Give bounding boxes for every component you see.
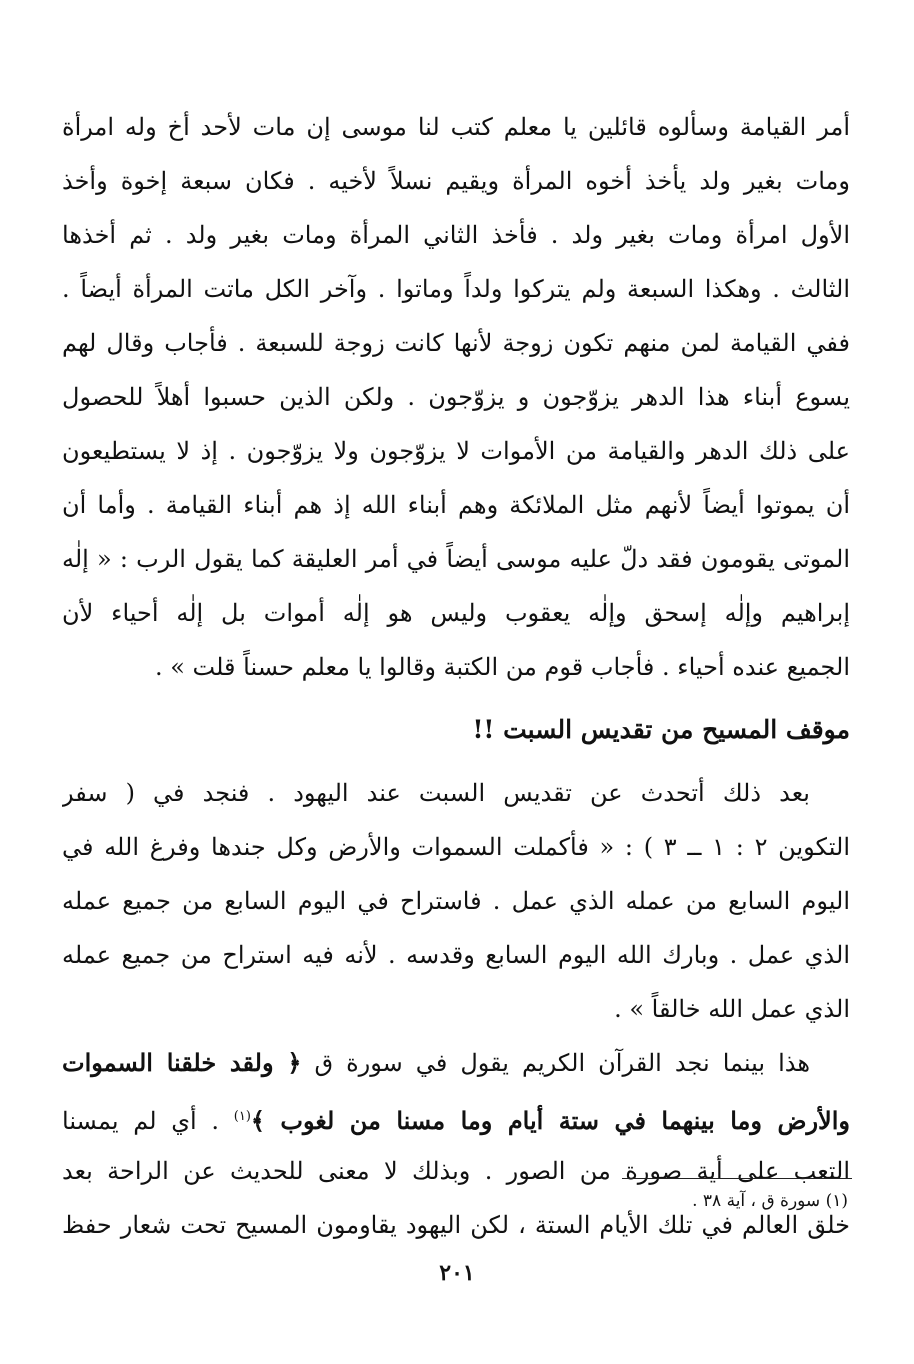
text-line: أمر القيامة وسألوه قائلين يا معلم كتب لنا موسى إن مات لأحد أخ وله امرأة — [62, 113, 850, 141]
text-line: ومات بغير ولد يأخذ أخوه المرأة ويقيم نسلاً لأخيه . فكان سبعة إخوة وأخذ — [62, 167, 850, 195]
quran-verse-text: والأرض وما بينهما في ستة أيام وما مسنا من لغوب ﴾ — [250, 1106, 850, 1135]
text-line: التعب على أية صورة من الصور . وبذلك لا معنى للحديث عن الراحة بعد — [62, 1157, 850, 1185]
quran-verse-text: ﴿ ولقد خلقنا السموات — [62, 1048, 302, 1077]
text-line: الأول امرأة ومات بغير ولد . فأخذ الثاني المرأة ومات بغير ولد . ثم أخذها — [62, 221, 850, 249]
page-body — [62, 100, 850, 1252]
commentary-text: . أي لم يمسنا — [62, 1107, 234, 1135]
text-line: الموتى يقومون فقد دلّ عليه موسى أيضاً في أمر العليقة كما يقول الرب : « إلٰه — [62, 545, 850, 573]
text-line: التكوين ٢ : ١ ــ ٣ ) : « فأكملت السموات والأرض وكل جندها وفرغ الله في — [62, 833, 850, 861]
text-line: بعد ذلك أتحدث عن تقديس السبت عند اليهود . فنجد في ( سفر — [62, 779, 810, 807]
text-line: اليوم السابع من عمله الذي عمل . فاستراح في اليوم السابع من جميع عمله — [62, 887, 850, 915]
text-line: الذي عمل الله خالقاً » . — [614, 995, 850, 1023]
text-line: الثالث . وهكذا السبعة ولم يتركوا ولداً وماتوا . وآخر الكل ماتت المرأة أيضاً . — [62, 275, 850, 303]
page-number: ٢٠١ — [439, 1260, 475, 1286]
text-line: الذي عمل . وبارك الله اليوم السابع وقدسه . لأنه فيه استراح من جميع عمله — [62, 941, 850, 969]
text-line: يسوع أبناء هذا الدهر يزوّجون و يزوّجون . ولكن الذين حسبوا أهلاً للحصول — [62, 383, 850, 411]
footnote: (١) سورة ق ، آية ٣٨ . — [692, 1191, 848, 1211]
text-line: الجميع عنده أحياء . فأجاب قوم من الكتبة وقالوا يا معلم حسناً قلت » . — [154, 653, 850, 681]
footnote-divider — [622, 1178, 852, 1179]
text-line: أن يموتوا أيضاً لأنهم مثل الملائكة وهم أبناء الله إذ هم أبناء القيامة . وأما أن — [62, 491, 850, 519]
paragraph-1 — [62, 100, 850, 694]
text-line: إبراهيم وإلٰه إسحق وإلٰه يعقوب وليس هو إلٰه أموات بل إلٰه أحياء لأن — [62, 599, 850, 627]
text-line: ففي القيامة لمن منهم تكون زوجة لأنها كانت زوجة للسبعة . فأجاب وقال لهم — [62, 329, 850, 357]
quran-intro-text: هذا بينما نجد القرآن الكريم يقول في سورة ق — [301, 1049, 810, 1077]
text-line: على ذلك الدهر والقيامة من الأموات لا يزوّجون ولا يزوّجون . إذ لا يستطيعون — [62, 437, 850, 465]
footnote-reference: (١) — [233, 1109, 251, 1124]
text-line: خلق العالم في تلك الأيام الستة ، لكن اليهود يقاومون المسيح تحت شعار حفظ — [62, 1211, 850, 1239]
paragraph-2 — [62, 766, 850, 1036]
text-line — [62, 1036, 850, 1090]
text-line — [62, 1090, 850, 1144]
paragraph-3 — [62, 1036, 850, 1252]
section-heading: موقف المسيح من تقديس السبت !! — [472, 715, 850, 744]
